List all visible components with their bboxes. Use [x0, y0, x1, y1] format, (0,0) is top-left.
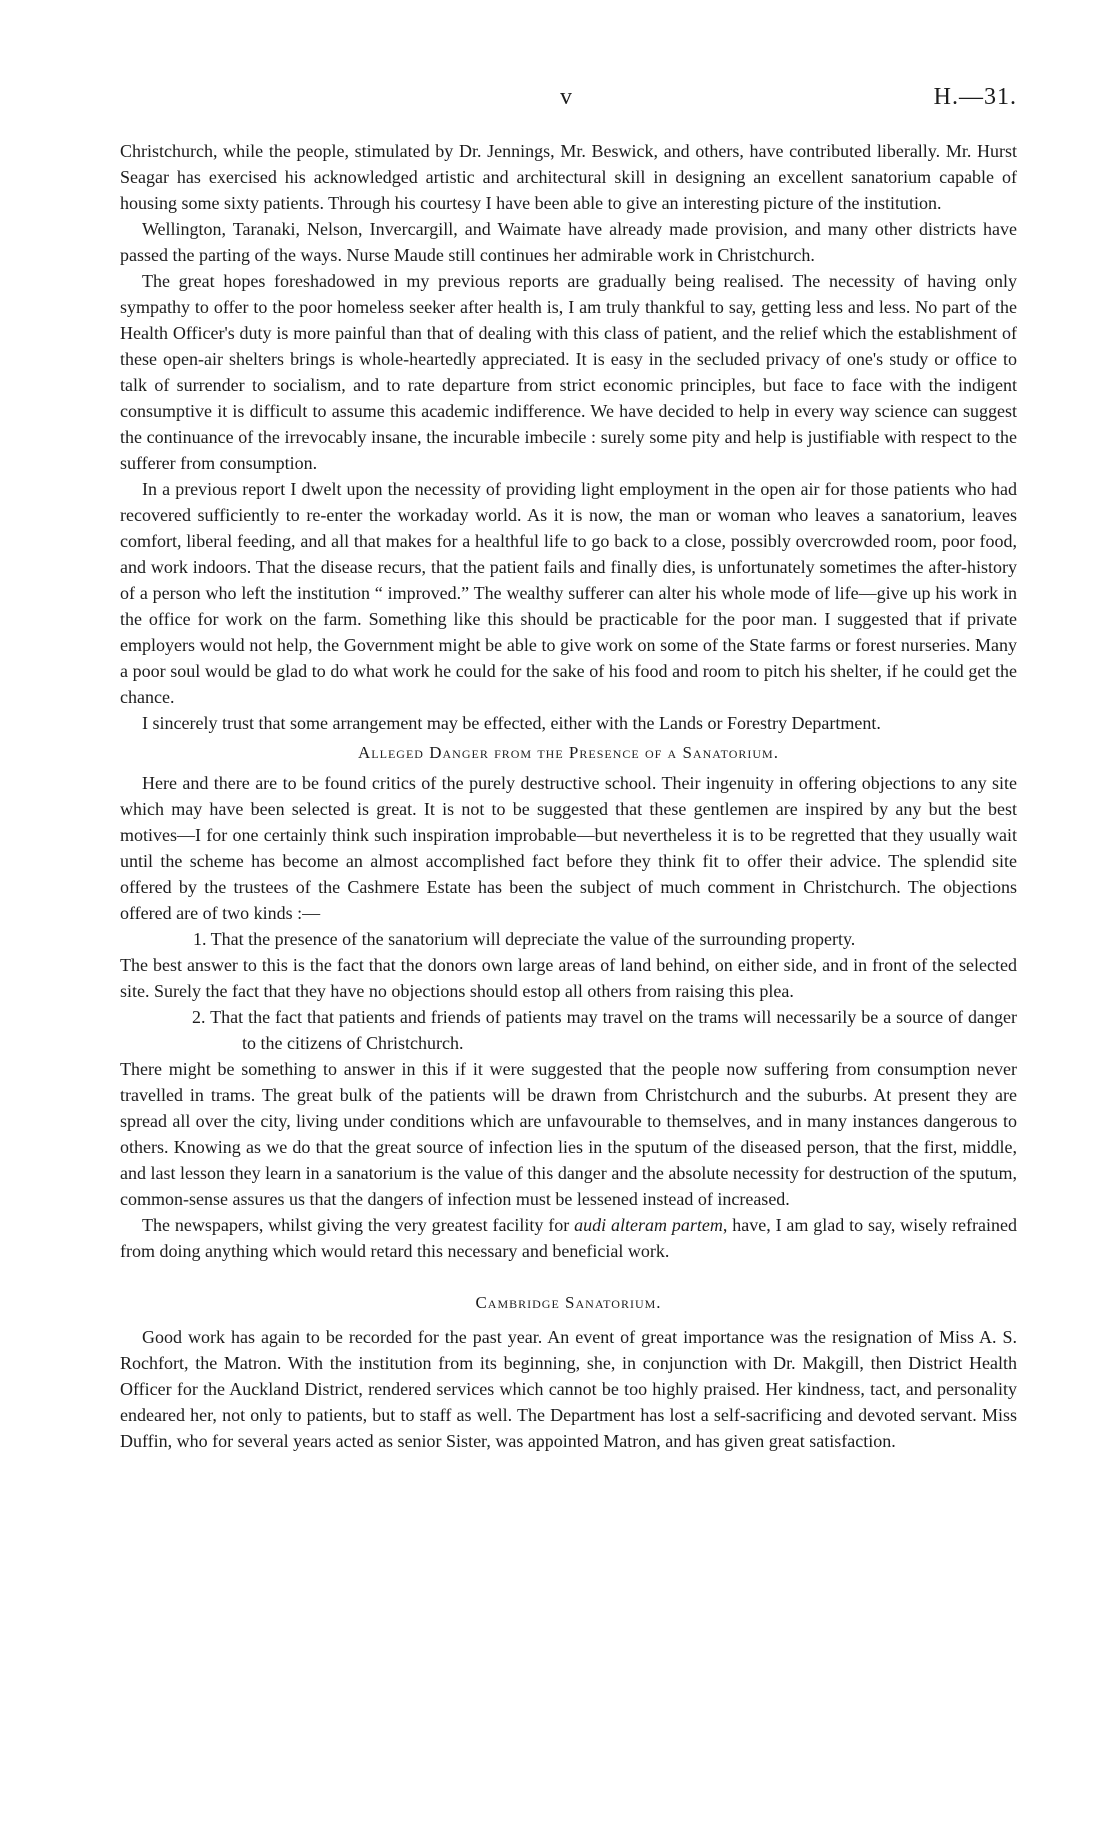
paragraph-3: The great hopes foreshadowed in my previous reports are gradually being realised. The necessity of having only sympathy to offer to the poor homeless seeker after health is, I am truly thankful to say, getting less and less. No part of the Health Officer's duty is more painful than that of dealing with this class of patient, and the relief which the establishment of these open-air shelters brings is whole-heartedly appreciated. It is easy in the secluded privacy of one's study or office to talk of surrender to socialism, and to rate departure from strict economic principles, but face to face with the indigent consumptive it is difficult to assume this academic indifference. We have decided to help in every way science can suggest the continuance of the irrevocably insane, the incurable imbecile : surely some pity and help is justifiable with respect to the sufferer from consumption. — [120, 271, 1017, 473]
page-number: v — [560, 84, 572, 110]
objection-item-2: 2. That the fact that patients and friends of patients may travel on the trams will necessarily be a source of danger to the citizens of Christchurch. — [192, 1007, 1017, 1053]
paragraph-9-end: , have, I am glad to say, wisely refrained from doing anything which would retard this necessary and beneficial work. — [120, 1215, 1017, 1261]
document-reference: H.—31. — [933, 84, 1017, 110]
page-header — [120, 84, 1017, 124]
paragraph-2: Wellington, Taranaki, Nelson, Invercargill, and Waimate have already made provision, and many other districts have passed the parting of the ways. Nurse Maude still continues her admirable work in Christchurch. — [120, 219, 1017, 265]
paragraph-9 — [120, 1212, 1017, 1264]
paragraph-5: I sincerely trust that some arrangement may be effected, either with the Lands or Forestry Department. — [142, 713, 881, 733]
paragraph-10: Good work has again to be recorded for the past year. An event of great importance was the resignation of Miss A. S. Rochfort, the Matron. With the institution from its beginning, she, in conjunction with Dr. Makgill, then District Health Officer for the Auckland District, rendered services which cannot be too highly praised. Her kindness, tact, and personality endeared her, not only to patients, but to staff as well. The Department has lost a self-sacrificing and devoted servant. Miss Duffin, who for several years acted as senior Sister, was appointed Matron, and has given great satisfaction. — [120, 1327, 1017, 1451]
section-heading-alleged-danger: Alleged Danger from the Presence of a Sanatorium. — [358, 743, 779, 762]
paragraph-6: Here and there are to be found critics of the purely destructive school. Their ingenuity in offering objections to any site which may have been selected is great. It is not to be suggested that these gentlemen are inspired by any but the best motives—I for one certainly think such inspiration improbable—but nevertheless it is to be regretted that they usually wait until the scheme has become an almost accomplished fact before they think fit to offer their advice. The splendid site offered by the trustees of the Cashmere Estate has been the subject of much comment in Christchurch. The objections offered are of two kinds :— — [120, 773, 1017, 923]
paragraph-9-start: The newspapers, whilst giving the very greatest facility for — [142, 1215, 575, 1235]
paragraph-4: In a previous report I dwelt upon the necessity of providing light employment in the open air for those patients who had recovered sufficiently to re-enter the workaday world. As it is now, the man or woman who leaves a sanatorium, leaves comfort, liberal feeding, and all that makes for a healthful life to go back to a close, possibly overcrowded room, poor food, and work indoors. That the disease recurs, that the patient fails and finally dies, is unfortunately sometimes the after-history of a person who left the institution “ improved.” The wealthy sufferer can alter his whole mode of life—give up his work in the office for work on the farm. Something like this should be practicable for the poor man. I suggested that if private employers would not help, the Government might be able to give work on some of the State farms or forest nurseries. Many a poor soul would be glad to do what work he could for the sake of his food and room to pitch his shelter, if he could get the chance. — [120, 479, 1017, 707]
objection-item-1: 1. That the presence of the sanatorium will depreciate the value of the surrounding property. — [193, 929, 856, 949]
section-heading-cambridge: Cambridge Sanatorium. — [475, 1293, 662, 1312]
paragraph-7: The best answer to this is the fact that the donors own large areas of land behind, on either side, and in front of the selected site. Surely the fact that they have no objections should estop all others from raising this plea. — [120, 955, 1017, 1001]
latin-phrase: audi alteram partem — [574, 1215, 723, 1235]
paragraph-8: There might be something to answer in this if it were suggested that the people now suffering from consumption never travelled in trams. The great bulk of the patients will be drawn from Christchurch and the suburbs. At present they are spread all over the city, living under conditions which are unfavourable to themselves, and in many instances dangerous to others. Knowing as we do that the great source of infection lies in the sputum of the diseased person, that the first, middle, and last lesson they learn in a sanatorium is the value of this danger and the absolute necessity for destruction of the sputum, common-sense assures us that the dangers of infection must be lessened instead of increased. — [120, 1059, 1017, 1209]
paragraph-1: Christchurch, while the people, stimulated by Dr. Jennings, Mr. Beswick, and others, have contributed liberally. Mr. Hurst Seagar has exercised his acknowledged artistic and architectural skill in designing an excellent sanatorium capable of housing some sixty patients. Through his courtesy I have been able to give an interesting picture of the institution. — [120, 141, 1017, 213]
